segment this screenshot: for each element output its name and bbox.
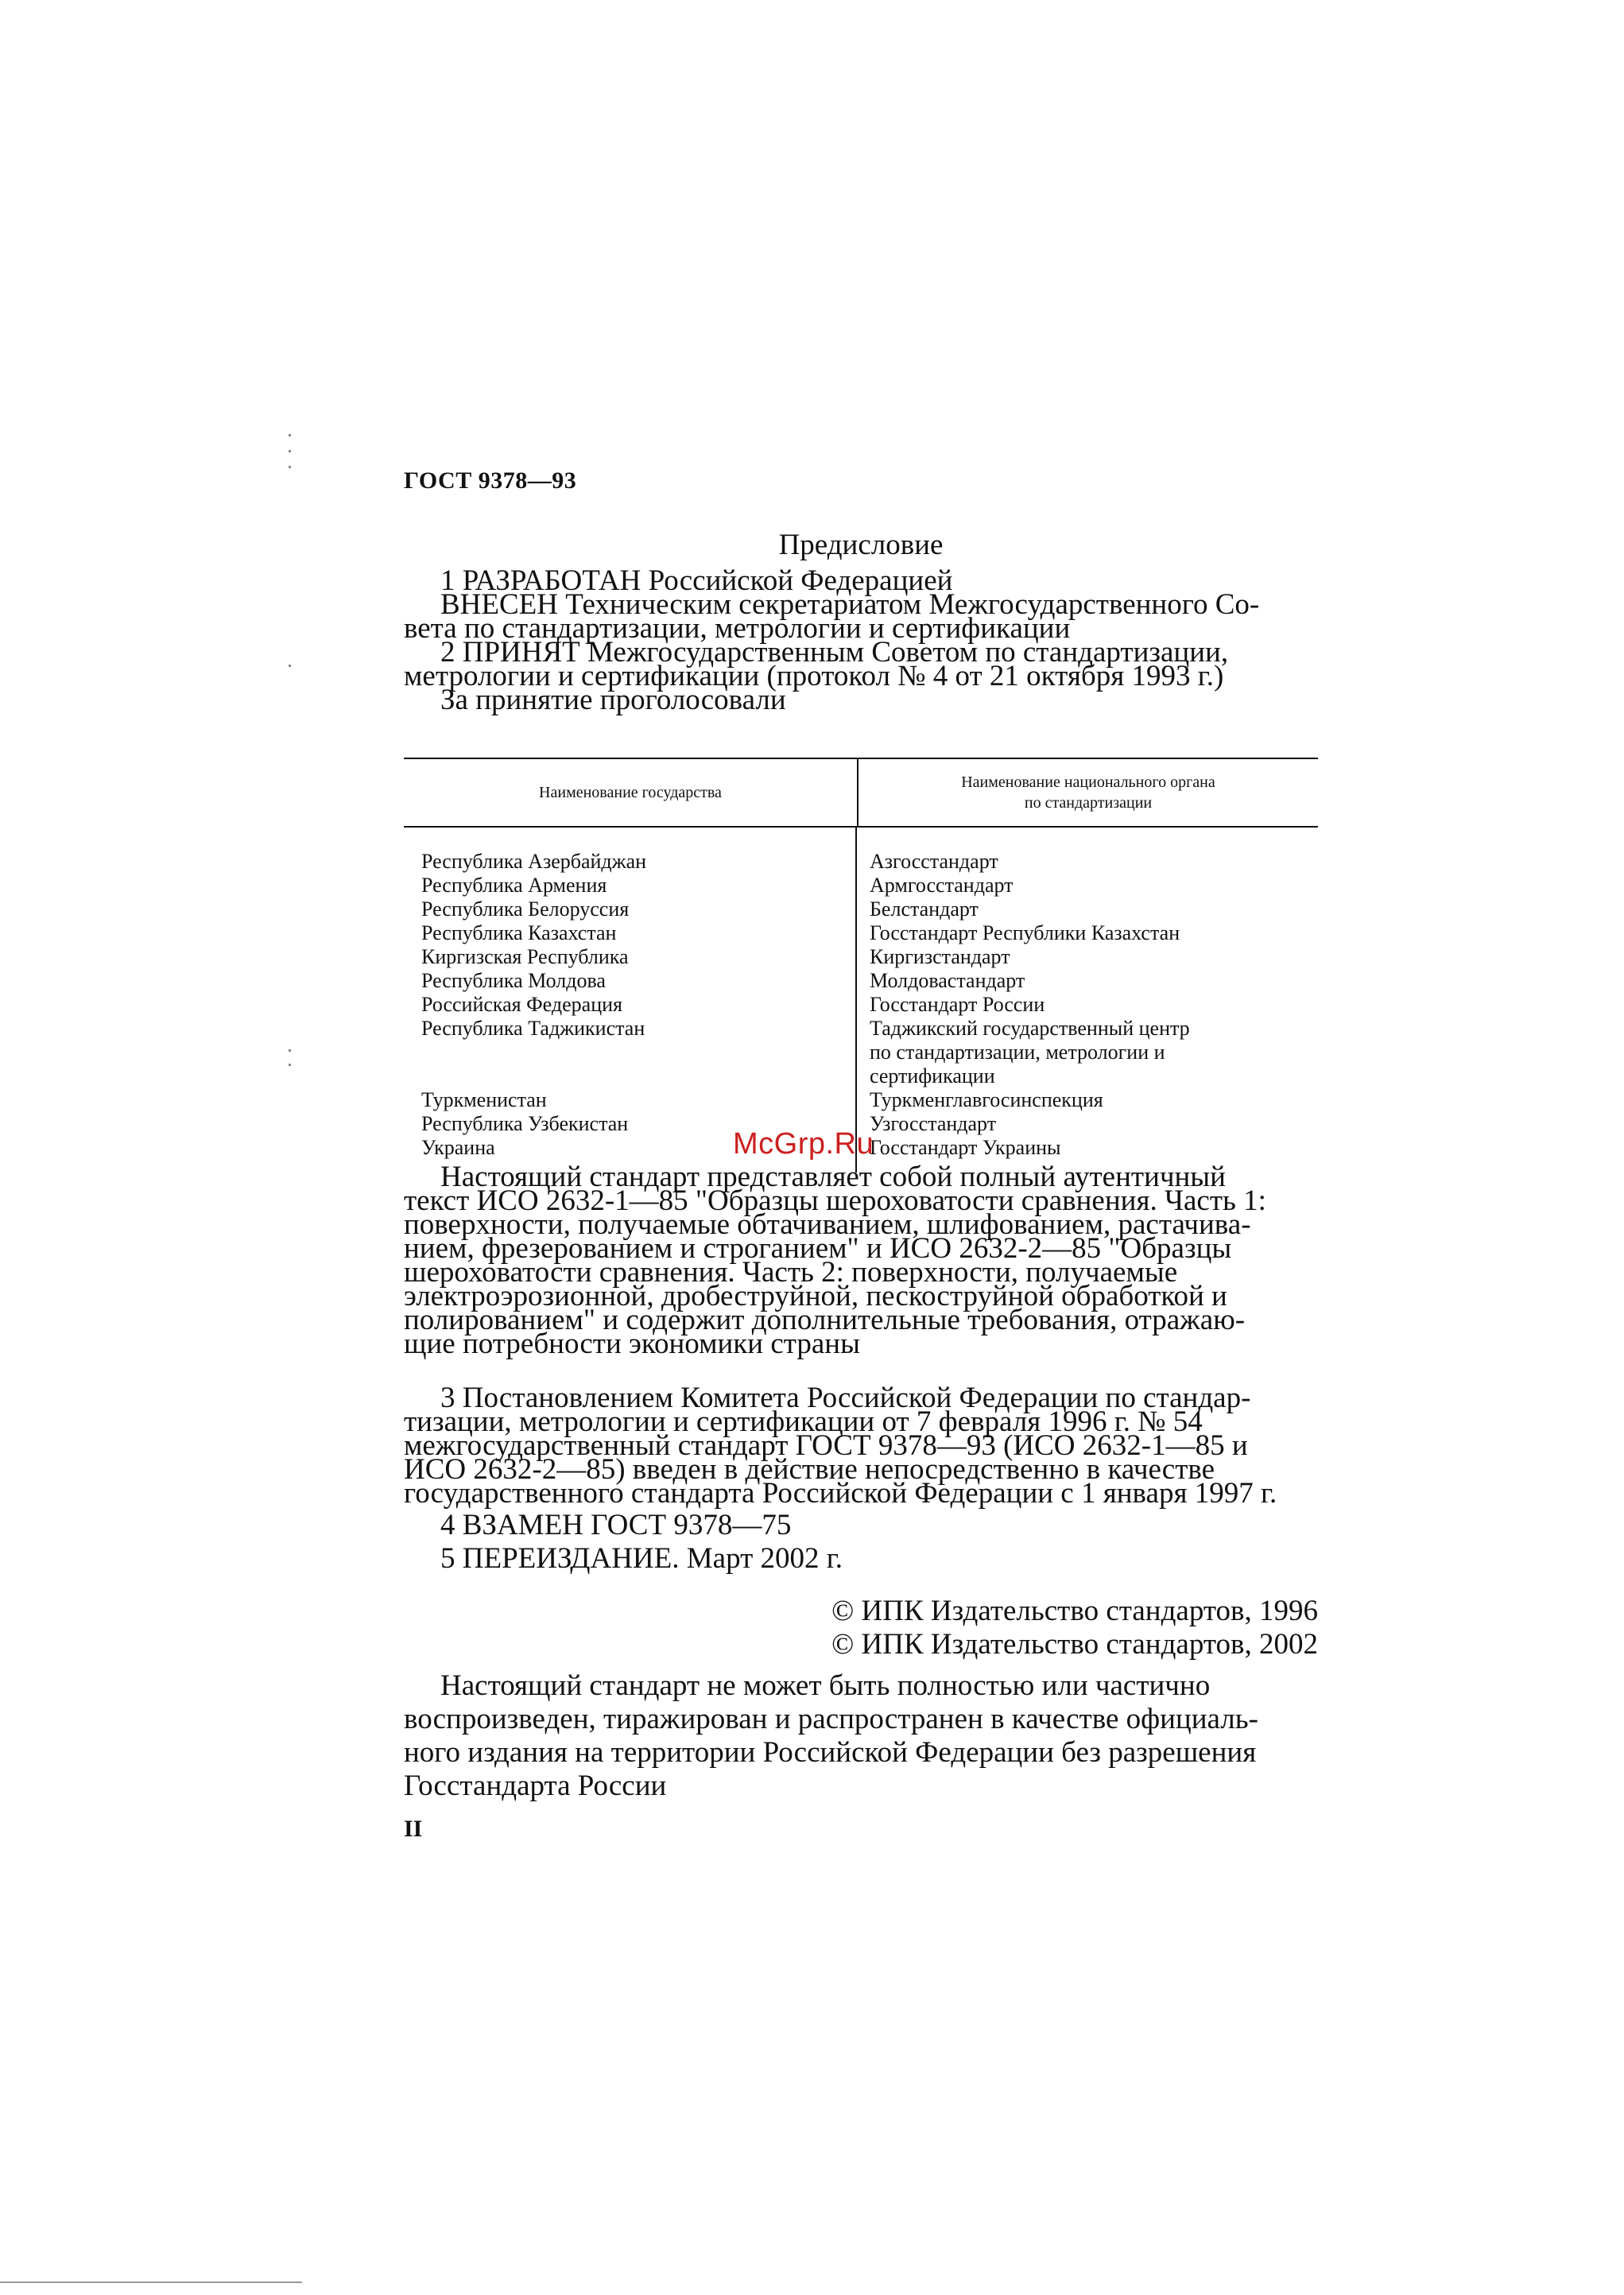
header-line: по стандартизации [1024, 794, 1153, 812]
table-body [404, 828, 1318, 1173]
notice-paragraph [404, 1669, 1318, 1803]
site-watermark: McGrp.Ru [733, 1127, 874, 1161]
table-cell-state: Республика Казахстан [421, 921, 617, 944]
section-4 [404, 1509, 1318, 1541]
table-cell-state: Украина [421, 1136, 495, 1159]
table-cell-state: Республика Узбекистан [421, 1112, 629, 1135]
table-cell-state: Республика Азербайджан [421, 850, 647, 873]
section-3 [404, 1382, 1318, 1510]
table-cell-state: Республика Таджикистан [421, 1017, 645, 1040]
text-line: 4 ВЗАМЕН ГОСТ 9378—75 [440, 1509, 792, 1541]
text-line: Госстандарта России [404, 1770, 667, 1802]
text-line: щие потребности экономики страны [404, 1328, 860, 1360]
header-standards-body [859, 759, 1318, 826]
text-line: 1 РАЗРАБОТАН Российской Федерацией [440, 564, 953, 597]
table-cell-state: Российская Федерация [421, 993, 622, 1016]
text-line: 2 ПРИНЯТ Межгосударственным Советом по стандартизации, [440, 636, 1229, 669]
copyright-block [404, 1595, 1318, 1661]
table-cell-state: Республика Армения [421, 874, 607, 897]
section-1-2 [404, 564, 1318, 716]
table-cell-body: Узгосстандарт [870, 1112, 997, 1135]
text-line: текст ИСО 2632-1—85 "Образцы шероховатости сравнения. Часть 1: [404, 1184, 1266, 1217]
voting-table [404, 758, 1318, 1173]
document-code: ГОСТ 9378—93 [404, 467, 577, 494]
text-line: 3 Постановлением Комитета Российской Федерации по стандар- [440, 1382, 1251, 1414]
text-line: тизации, метрологии и сертификации от 7 февраля 1996 г. № 54 [404, 1405, 1203, 1438]
table-cell-body: Армгосстандарт [870, 874, 1014, 897]
text-line: За принятие проголосовали [440, 684, 786, 716]
text-line: межгосударственный стандарт ГОСТ 9378—93 (ИСО 2632-1—85 и [404, 1429, 1248, 1462]
state-column [404, 828, 857, 1173]
scan-mark [289, 1049, 291, 1052]
text-line: полированием" и содержит дополнительные требования, отражаю- [404, 1304, 1246, 1336]
table-cell-body: Госстандарт России [870, 993, 1045, 1016]
body-column [857, 828, 1318, 1173]
table-cell-body: Молдовастандарт [870, 969, 1025, 992]
text-line: ного издания на территории Российской Федерации без разрешения [404, 1736, 1257, 1769]
table-cell-state: Туркменистан [421, 1088, 547, 1111]
scan-mark [289, 665, 291, 667]
authentic-text-paragraph [404, 1161, 1318, 1360]
text-line: ВНЕСЕН Техническим секретариатом Межгосударственного Со- [440, 588, 1260, 621]
table-cell-body: Азгосстандарт [870, 850, 998, 873]
table-cell-state: Республика Белоруссия [421, 897, 630, 921]
preface-heading: Предисловие [778, 529, 944, 561]
text-line: метрологии и сертификации (протокол № 4 от 21 октября 1993 г.) [404, 660, 1224, 692]
text-line: воспроизведен, тиражирован и распространен в качестве официаль- [404, 1703, 1258, 1735]
text-line: нием, фрезерованием и строганием" и ИСО 2632-2—85 "Образцы [404, 1232, 1232, 1265]
text-line: ИСО 2632-2—85) введен в действие непосредственно в качестве [404, 1453, 1215, 1486]
scan-mark [289, 1064, 291, 1066]
table-cell-body: Киргизстандарт [870, 945, 1010, 968]
text-line: Настоящий стандарт представляет собой полный аутентичный [440, 1161, 1226, 1193]
text-line: электроэрозионной, дробеструйной, пескоструйной обработкой и [404, 1280, 1227, 1312]
table-cell-body: сертификации [870, 1064, 995, 1087]
scan-mark [289, 434, 291, 436]
scan-edge-line [0, 2281, 302, 2283]
header-line: Наименование национального органа [961, 773, 1215, 791]
text-line: поверхности, получаемые обтачиванием, шлифованием, растачива- [404, 1208, 1251, 1241]
page-number: II [404, 1816, 423, 1842]
copyright-line: © ИПК Издательство стандартов, 1996 [831, 1595, 1318, 1627]
text-line: Настоящий стандарт не может быть полностью или частично [440, 1669, 1211, 1702]
text-line: шероховатости сравнения. Часть 2: поверхности, получаемые [404, 1256, 1178, 1289]
table-cell-body: Туркменглавгосинспекция [870, 1088, 1103, 1111]
table-cell-body: Таджикский государственный центр [870, 1017, 1190, 1040]
table-cell-body: Госстандарт Республики Казахстан [870, 921, 1180, 944]
table-cell-state: Киргизская Республика [421, 945, 629, 968]
text-line: вета по стандартизации, метрологии и сертификации [404, 612, 1071, 645]
table-cell-state: Республика Молдова [421, 969, 606, 992]
copyright-line: © ИПК Издательство стандартов, 2002 [831, 1628, 1318, 1661]
scan-mark [289, 466, 291, 468]
table-cell-body: Госстандарт Украины [870, 1136, 1061, 1159]
scan-mark [289, 450, 291, 452]
section-5 [404, 1542, 1318, 1575]
table-cell-body: по стандартизации, метрологии и [870, 1041, 1165, 1064]
header-state: Наименование государства [404, 759, 859, 826]
table-cell-body: Белстандарт [870, 897, 979, 921]
text-line: государственного стандарта Российской Федерации с 1 января 1997 г. [404, 1477, 1277, 1510]
table-header [404, 759, 1318, 828]
text-line: 5 ПЕРЕИЗДАНИЕ. Март 2002 г. [440, 1542, 843, 1575]
